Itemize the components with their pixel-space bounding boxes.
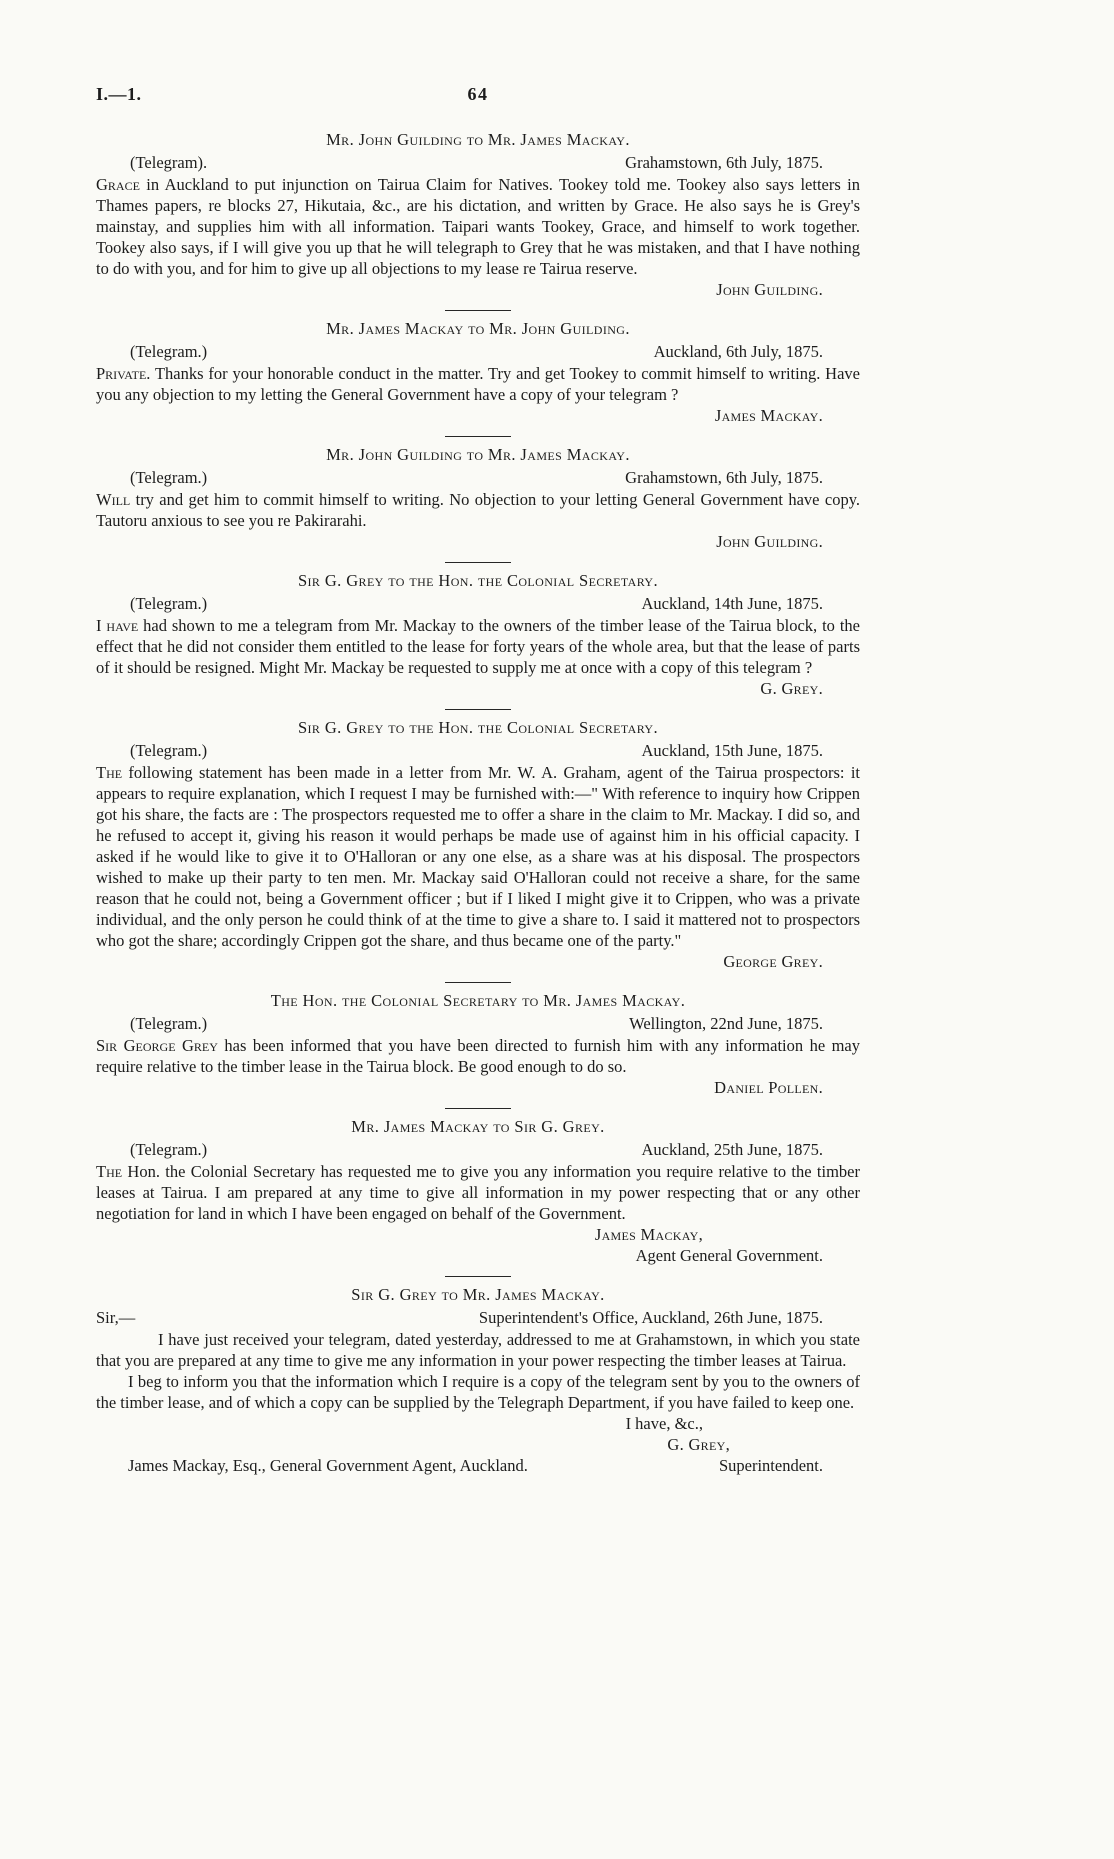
letter-meta-line [96,1139,860,1160]
paragraph-text: Hon. the Colonial Secretary has requested me to give you any information you require relative to the timber leases at Tairua. I am prepared at any time to give all information in my power respecting that or any other negotiation for land in which I have been engaged on behalf of the Government. [96,1162,860,1223]
paragraph-text: I beg to inform you that the information which I require is a copy of the telegram sent by you to the owners of the timber lease, and of which a copy can be supplied by the Telegraph Department, if you have failed to keep one. [96,1372,860,1412]
letter-section [96,991,860,1098]
paragraph-lead-word: Will [96,490,131,509]
document-page [96,0,860,1476]
signature-name: James Mackay, [594,1225,703,1244]
letter-paragraph [96,363,860,405]
letter-heading: Mr. John Guilding to Mr. James Mackay. [326,445,630,464]
signature-role: Agent General Government. [635,1246,823,1265]
signature-name: John Guilding. [716,280,823,299]
paragraph-text: Thanks for your honorable conduct in the matter. Try and get Tookey to commit himself to writing. Have you any objection to my letting the General Government have a copy of your telegram ? [96,364,860,404]
letter-paragraph [96,615,860,678]
letter-section [96,571,860,699]
paragraph-text: has been informed that you have been directed to furnish him with any information he may require relative to the timber lease in the Tairua block. Be good enough to do so. [96,1036,860,1076]
letter-dateline: Grahamstown, 6th July, 1875. [625,468,823,487]
letter-paragraph [96,1371,860,1413]
letter-paragraph [96,174,860,279]
letter-meta-line [96,1307,860,1328]
letter-type-label: (Telegram.) [130,1140,208,1159]
letter-paragraph [96,1161,860,1224]
letter-addressee: James Mackay, Esq., General Government Agent, Auckland. [128,1456,528,1475]
section-divider [445,982,511,983]
signature-role: Superintendent. [718,1456,823,1475]
signature-valediction: I have, &c., [625,1414,703,1433]
section-divider [445,310,511,311]
signature-name: George Grey. [723,952,823,971]
paragraph-lead-word: Private. [96,364,151,383]
letter-heading: Mr. James Mackay to Sir G. Grey. [351,1117,605,1136]
letter-paragraph [96,762,860,951]
signature-name: G. Grey. [760,679,823,698]
letter-section [96,1285,860,1476]
letter-type-label: (Telegram.) [130,741,208,760]
paragraph-lead-word: The [96,1162,123,1181]
letter-meta-line [96,467,860,488]
letter-dateline: Grahamstown, 6th July, 1875. [625,153,823,172]
signature-name: G. Grey, [667,1435,730,1454]
paragraph-text: in Auckland to put injunction on Tairua Claim for Natives. Tookey told me. Tookey also says letters in Thames papers, re blocks 27, Hikutaia, &c., are his dictation, and written by Grace. He also says he is Grey's mainstay, and supplies him with all information. Taipari wants Tookey, Grace, and himself to work together. Tookey also says, if I will give you up that he will telegraph to Grey that he was mistaken, and that I have nothing to do with you, and for him to give up all objections to my lease re Tairua reserve. [96,175,860,278]
paragraph-lead-word: Sir George Grey [96,1036,218,1055]
section-divider [445,1276,511,1277]
letter-dateline: Auckland, 25th June, 1875. [641,1140,823,1159]
paragraph-text: I have just received your telegram, dated yesterday, addressed to me at Grahamstown, in which you state that you are prepared at any time to give me any information in your power respecting the timber leases at Tairua. [96,1330,860,1370]
letter-type-label: (Telegram.) [130,594,208,613]
letter-footer-line [96,1455,860,1476]
page-header [96,84,860,110]
letter-paragraph [96,489,860,531]
letter-section [96,445,860,552]
letter-type-label: (Telegram.) [130,1014,208,1033]
letter-paragraph [96,1329,860,1371]
signature-name: Daniel Pollen. [714,1078,823,1097]
letter-section [96,319,860,426]
letter-paragraph [96,1035,860,1077]
letter-meta-line [96,593,860,614]
paragraph-text: had shown to me a telegram from Mr. Mackay to the owners of the timber lease of the Tairua block, to the effect that he did not consider them entitled to the lease for forty years of the whole area, but that the lease of parts of it should be resigned. Might Mr. Mackay be requested to supply me at once with a copy of this telegram ? [96,616,860,677]
letter-meta-line [96,1013,860,1034]
paragraph-lead-word: The [96,763,123,782]
letter-dateline: Superintendent's Office, Auckland, 26th June, 1875. [478,1308,823,1327]
letter-section [96,130,860,300]
section-divider [445,1108,511,1109]
letter-heading: Mr. John Guilding to Mr. James Mackay. [326,130,630,149]
letter-dateline: Wellington, 22nd June, 1875. [629,1014,823,1033]
letter-heading: The Hon. the Colonial Secretary to Mr. James Mackay. [270,991,686,1010]
letter-type-label: Sir,— [96,1308,136,1327]
letter-dateline: Auckland, 14th June, 1875. [641,594,823,613]
letter-type-label: (Telegram). [130,153,208,172]
section-divider [445,436,511,437]
letter-heading: Sir G. Grey to Mr. James Mackay. [351,1285,605,1304]
paragraph-text: try and get him to commit himself to writing. No objection to your letting General Government have copy. Tautoru anxious to see you re Pakirarahi. [96,490,860,530]
paragraph-lead-word: I have [96,616,139,635]
letter-heading: Sir G. Grey to the Hon. the Colonial Secretary. [297,571,659,590]
letter-type-label: (Telegram.) [130,468,208,487]
letter-type-label: (Telegram.) [130,342,208,361]
section-divider [445,709,511,710]
letters-container [96,130,860,1476]
letter-dateline: Auckland, 6th July, 1875. [653,342,823,361]
paragraph-text: following statement has been made in a letter from Mr. W. A. Graham, agent of the Tairua prospectors: it appears to require explanation, which I request I may be furnished with:—" With reference to inquiry how Crippen got his share, the facts are : The prospectors requested me to offer a share in the claim to Mr. Mackay. I did so, and he refused to accept it, giving his reason it would perhaps be made use of against him in his official capacity. I asked if he would like to give it to O'Halloran or any one else, as a share was at his disposal. The prospectors wished to make up their party to ten men. Mr. Mackay said O'Halloran could not receive a share, for the same reason that he could not, being a Government officer ; but if I liked I might give it to Crippen, who was a private individual, and the only person he could think of at the time to give a share to. I said it mattered not to prospectors who got the share; accordingly Crippen got the share, and thus became one of the party." [96,763,860,950]
letter-dateline: Auckland, 15th June, 1875. [641,741,823,760]
letter-meta-line [96,341,860,362]
letter-heading: Mr. James Mackay to Mr. John Guilding. [326,319,630,338]
letter-heading: Sir G. Grey to the Hon. the Colonial Secretary. [297,718,659,737]
letter-section [96,1117,860,1266]
page-number: 64 [467,84,489,104]
document-reference: I.—1. [96,84,142,104]
letter-meta-line [96,740,860,761]
signature-name: James Mackay. [714,406,823,425]
letter-meta-line [96,152,860,173]
letter-section [96,718,860,972]
signature-name: John Guilding. [716,532,823,551]
paragraph-lead-word: Grace [96,175,140,194]
section-divider [445,562,511,563]
